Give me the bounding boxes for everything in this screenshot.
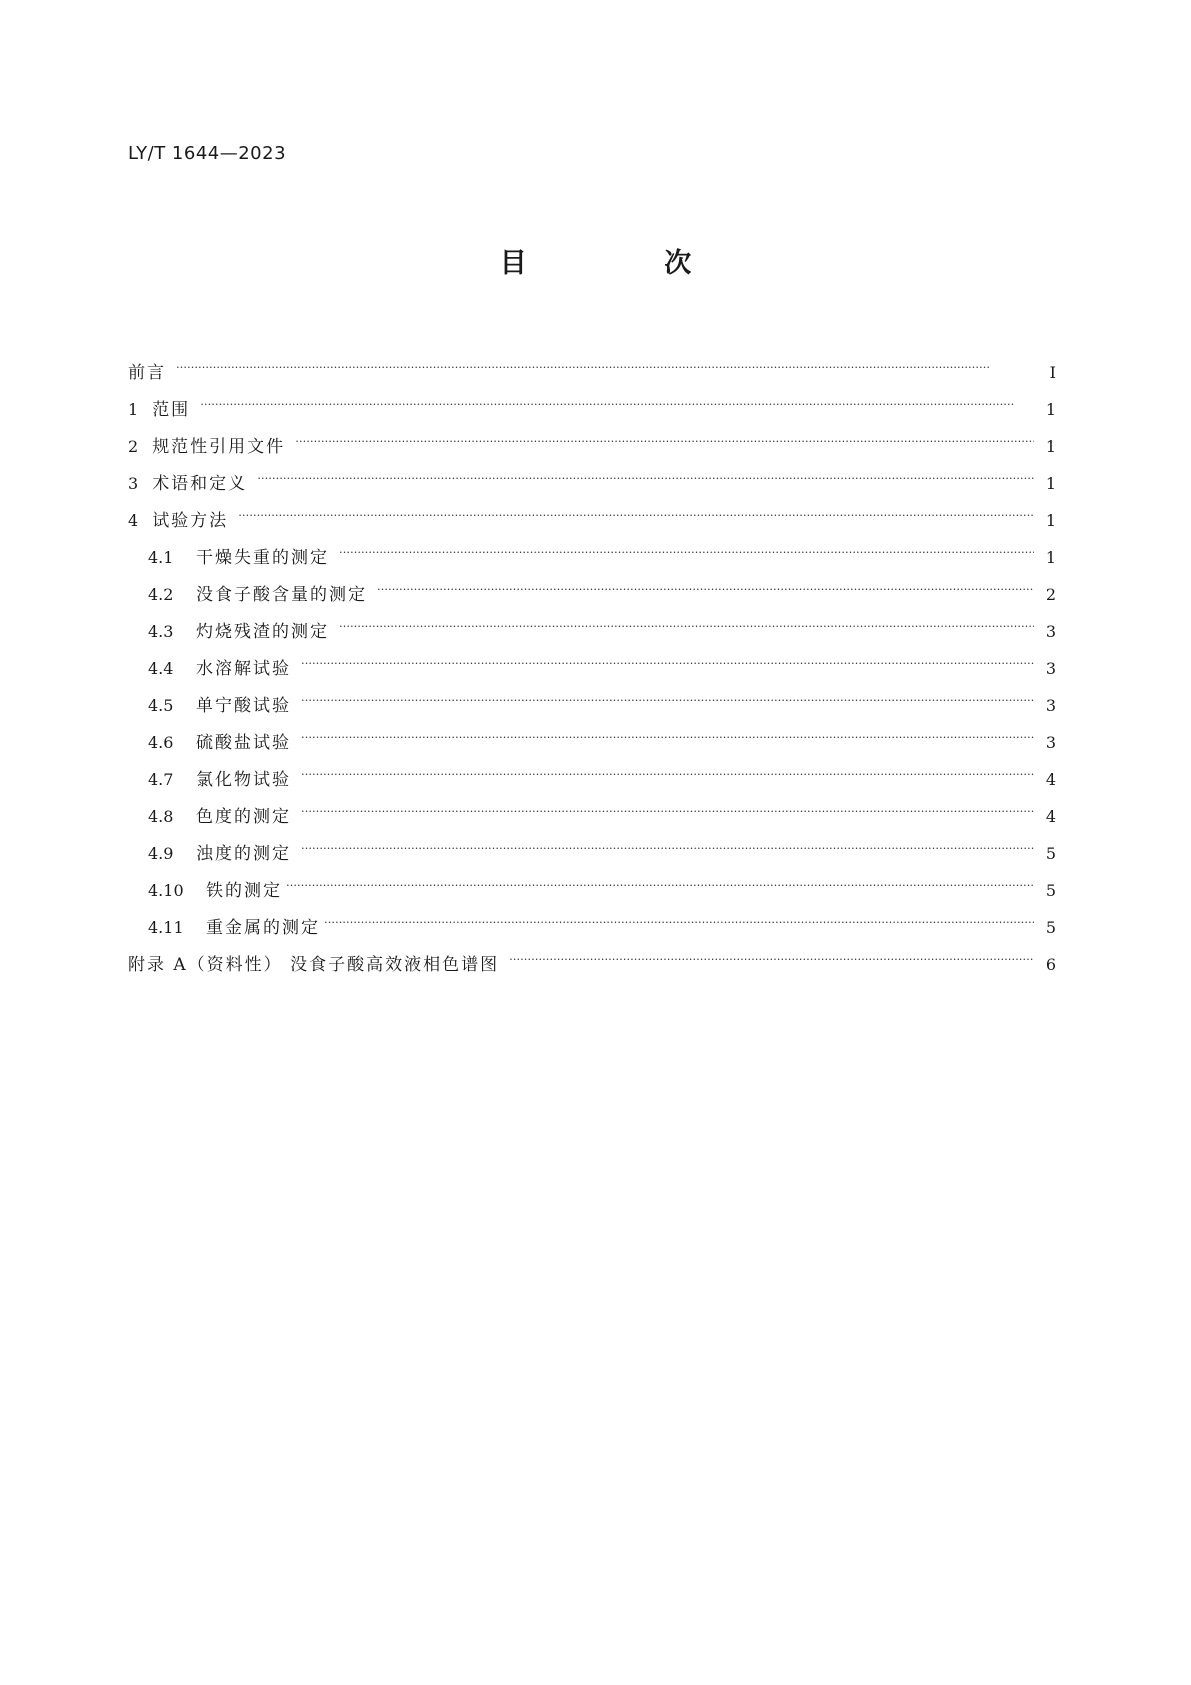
toc-entry-number: 4.5 [148, 696, 174, 715]
toc-page-number: 5 [1045, 918, 1056, 937]
toc-page-number: 5 [1045, 844, 1056, 863]
toc-entry-number: 4.1 [148, 548, 174, 567]
toc-entry-number: 4 [128, 511, 139, 530]
toc-page-number: 1 [1045, 548, 1056, 567]
toc-leader-dots [295, 415, 1034, 452]
toc-entry-text: 术语和定义 [152, 474, 248, 494]
toc-page-number: 1 [1045, 400, 1056, 419]
toc-entry-text: 没食子酸含量的测定 [196, 585, 367, 605]
toc-entry-text: 色度的测定 [196, 807, 291, 827]
toc-entry-number: 4.4 [148, 659, 174, 678]
toc-entry-text: 铁的测定 [206, 881, 282, 901]
toc-leader-dots [339, 600, 1034, 637]
toc-page-number: 1 [1045, 511, 1056, 530]
document-code: LY/T 1644—2023 [128, 143, 287, 164]
toc-entry-number: 3 [128, 474, 139, 493]
toc-leader-dots [339, 526, 1034, 563]
toc-entry-text: 附录 A（资料性） 没食子酸高效液相色谱图 [128, 955, 500, 975]
toc-entry-number: 4.3 [148, 622, 174, 641]
toc-entry-foreword[interactable] [128, 341, 1056, 383]
toc-leader-dots [176, 341, 1034, 378]
toc-page-number: 2 [1045, 585, 1056, 604]
toc-page-number: 4 [1045, 807, 1056, 826]
toc-entry-text: 范围 [152, 400, 191, 420]
toc-entry-number: 4.2 [148, 585, 174, 604]
toc-entry-text: 重金属的测定 [206, 918, 320, 938]
toc-leader-dots [286, 859, 1034, 896]
toc-entry-4[interactable] [128, 489, 1056, 531]
toc-page-number: 6 [1045, 955, 1056, 974]
toc-entry-number: 4.9 [148, 844, 174, 863]
toc-entry-number: 4.11 [148, 918, 184, 937]
toc-entry-3[interactable] [128, 452, 1056, 494]
toc-entry-number: 1 [128, 400, 139, 419]
toc-leader-dots [324, 896, 1034, 933]
toc-entry-text: 硫酸盐试验 [196, 733, 291, 753]
toc-entry-text: 水溶解试验 [196, 659, 291, 679]
toc-leader-dots [257, 452, 1034, 489]
table-of-contents [128, 341, 1056, 975]
toc-leader-dots [377, 563, 1034, 600]
toc-entry-number: 4.10 [148, 881, 184, 900]
toc-page-number: 5 [1045, 881, 1056, 900]
toc-leader-dots [301, 637, 1034, 674]
toc-entry-number: 4.7 [148, 770, 174, 789]
toc-page-number: 4 [1045, 770, 1056, 789]
toc-leader-dots [301, 674, 1034, 711]
toc-page-number: 1 [1045, 437, 1056, 456]
toc-entry-text: 氯化物试验 [196, 770, 291, 790]
toc-page-number: 3 [1045, 622, 1056, 641]
toc-leader-dots [301, 748, 1034, 785]
toc-entry-4-1[interactable] [128, 526, 1056, 568]
toc-page-number: Ⅰ [1049, 363, 1056, 382]
toc-entry-text: 浊度的测定 [196, 844, 291, 864]
toc-leader-dots [301, 822, 1034, 859]
toc-entry-text: 干燥失重的测定 [196, 548, 329, 568]
toc-entry-1[interactable] [128, 378, 1056, 420]
toc-leader-dots [301, 711, 1034, 748]
toc-entry-text: 前言 [128, 363, 166, 383]
toc-entry-text: 单宁酸试验 [196, 696, 291, 716]
toc-page-number: 3 [1045, 696, 1056, 715]
toc-page-number: 1 [1045, 474, 1056, 493]
toc-title: 目 次 [499, 248, 756, 279]
toc-entry-number: 4.6 [148, 733, 174, 752]
toc-leader-dots [301, 785, 1034, 822]
toc-entry-text: 灼烧残渣的测定 [196, 622, 329, 642]
toc-page-number: 3 [1045, 659, 1056, 678]
toc-entry-number: 2 [128, 437, 139, 456]
toc-leader-dots [238, 489, 1034, 526]
toc-leader-dots [509, 933, 1034, 970]
toc-entry-2[interactable] [128, 415, 1056, 457]
toc-page-number: 3 [1045, 733, 1056, 752]
toc-leader-dots [200, 378, 1034, 415]
toc-entry-text: 试验方法 [152, 511, 229, 531]
toc-entry-text: 规范性引用文件 [152, 437, 286, 457]
toc-entry-number: 4.8 [148, 807, 174, 826]
